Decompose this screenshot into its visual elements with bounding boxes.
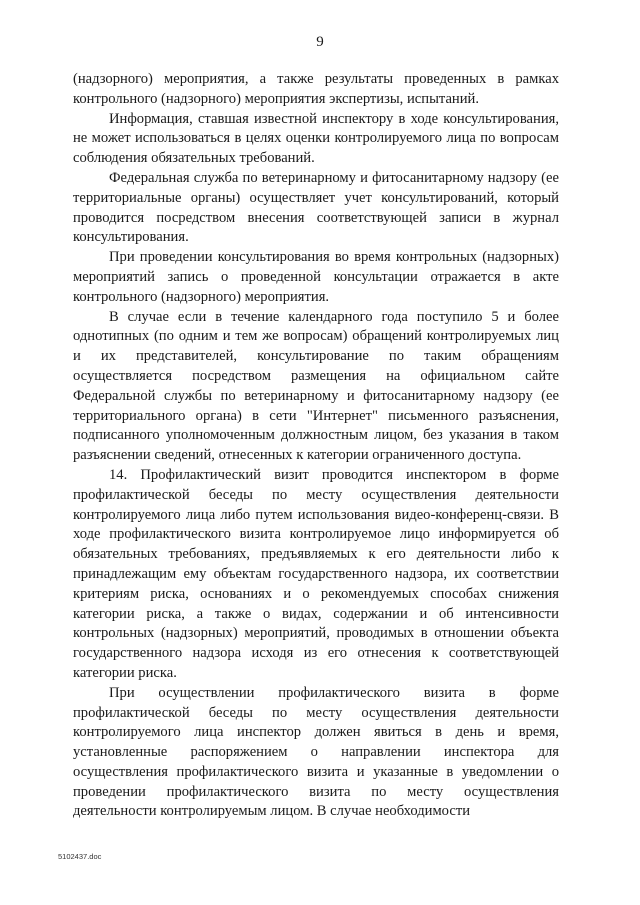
paragraph-preventive-visit-procedure: При осуществлении профилактического визита в форме профилактической беседы по месту осуществления деятельности контролируемого лица инспектор должен явиться в день и время, установленные распоряжением о направлении инспектора для осуществления профилактического визита и указанные в уведомлении о проведении профилактического визита по месту осуществления деятельности контролируемым лицом. В случае необходимости bbox=[73, 684, 559, 820]
paragraph-consultation-information: Информация, ставшая известной инспектору в ходе консультирования, не может использоваться в целях оценки контролируемого лица по вопросам соблюдения обязательных требований. bbox=[73, 110, 559, 167]
paragraph-consultation-registry: Федеральная служба по ветеринарному и фитосанитарному надзору (ее территориальные органы) осуществляет учет консультирований, который проводится посредством внесения соответствующей записи в журнал консультирования. bbox=[73, 169, 559, 246]
paragraph-continuation: (надзорного) мероприятия, а также результаты проведенных в рамках контрольного (надзорного) мероприятия экспертизы, испытаний. bbox=[73, 71, 559, 107]
page-number: 9 bbox=[316, 34, 324, 50]
document-body bbox=[73, 70, 559, 822]
paragraph-repeated-inquiries: В случае если в течение календарного года поступило 5 и более однотипных (по одним и тем же вопросам) обращений контролируемых лиц и их представителей, консультирование по таким обращениям осуществляется посредством размещения на официальном сайте Федеральной службы по ветеринарному и фитосанитарному надзору (ее территориального органа) в сети "Интернет" письменного разъяснения, подписанного уполномоченным должностным лицом, без указания в таком разъяснении сведений, отнесенных к категории ограниченного доступа. bbox=[73, 308, 559, 464]
paragraph-consultation-during-inspection: При проведении консультирования во время контрольных (надзорных) мероприятий запись о проведенной консультации отражается в акте контрольного (надзорного) мероприятия. bbox=[73, 249, 559, 305]
footer-doc-id: 5102437.doc bbox=[58, 852, 102, 861]
paragraph-item-14-preventive-visit: 14. Профилактический визит проводится инспектором в форме профилактической беседы по месту осуществления деятельности контролируемого лица либо путем использования видео-конференц-связи. В ходе профилактического визита контролируемое лицо информируется об обязательных требованиях, предъявляемых к его деятельности либо к принадлежащим ему объектам государственного надзора, их соответствии критериям риска, основаниях и о рекомендуемых способах снижения категории риска, а также о видах, содержании и об интенсивности контрольных (надзорных) мероприятий, проводимых в отношении объекта государственного надзора исходя из его отнесения к соответствующей категории риска. bbox=[73, 466, 559, 681]
